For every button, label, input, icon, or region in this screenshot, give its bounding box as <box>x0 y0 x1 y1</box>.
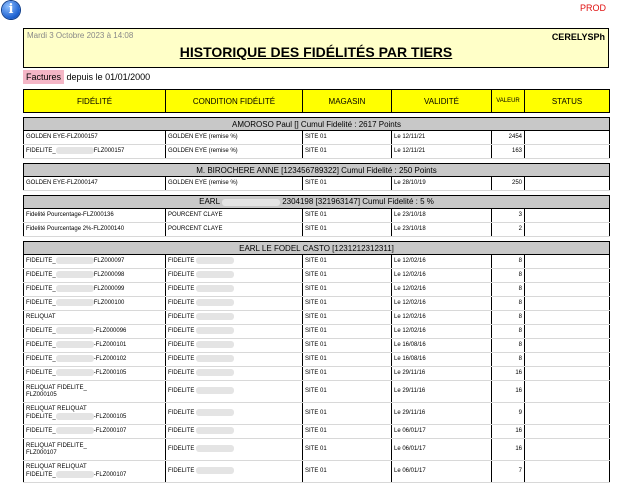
cell-validite: Le 06/01/17 <box>392 461 492 483</box>
group-title <box>24 242 610 255</box>
cell-fidelite <box>24 461 166 483</box>
group-title-text: M. BIROCHERE ANNE [123456789322] Cumul Fidelité : 250 Points <box>196 165 437 175</box>
cell-magasin: SITE 01 <box>303 269 392 283</box>
cell-status <box>525 353 610 367</box>
table-row[interactable] <box>24 145 610 159</box>
fidelite-line2: FIDELITE_ <box>26 472 56 479</box>
redacted <box>56 413 94 420</box>
cell-status <box>525 403 610 425</box>
cell-validite: Le 28/10/19 <box>392 177 492 191</box>
group-title <box>24 196 610 209</box>
cell-validite: Le 29/11/16 <box>392 367 492 381</box>
col-status: STATUS <box>525 90 610 113</box>
table-row[interactable] <box>24 439 610 461</box>
condition-text: FIDELITE <box>168 286 197 293</box>
redacted <box>196 271 234 278</box>
cell-validite: Le 06/01/17 <box>392 439 492 461</box>
doc-type-chip: Factures <box>23 70 64 84</box>
cell-fidelite <box>24 425 166 439</box>
cell-magasin: SITE 01 <box>303 381 392 403</box>
cell-status <box>525 381 610 403</box>
condition-text: FIDELITE <box>168 314 197 321</box>
group-title-text: EARL LE FODEL CASTO [1231212312311] <box>239 243 394 253</box>
cell-valeur: 8 <box>492 255 525 269</box>
fidelite-text: FIDELITE_ <box>26 258 56 265</box>
condition-text: FIDELITE <box>168 300 197 307</box>
fidelite-text: FIDELITE_ <box>26 328 56 335</box>
filter-line <box>23 72 150 82</box>
redacted <box>56 299 94 306</box>
cell-condition <box>166 439 303 461</box>
cell-magasin: SITE 01 <box>303 131 392 145</box>
table-row[interactable] <box>24 461 610 483</box>
table-row[interactable] <box>24 131 610 145</box>
fidelite-suffix: FLZ000099 <box>93 286 125 293</box>
cell-status <box>525 131 610 145</box>
cell-valeur: 8 <box>492 339 525 353</box>
col-valeur: VALEUR <box>492 90 525 113</box>
cell-valeur: 16 <box>492 425 525 439</box>
table-row[interactable] <box>24 353 610 367</box>
group-title-text: AMOROSO Paul [] Cumul Fidelité : 2617 Points <box>232 119 401 129</box>
condition-text: FIDELITE <box>168 272 197 279</box>
col-validite: VALIDITÉ <box>392 90 492 113</box>
cell-condition <box>166 209 303 223</box>
cell-valeur: 16 <box>492 381 525 403</box>
cell-fidelite <box>24 353 166 367</box>
cell-status <box>525 439 610 461</box>
table-row[interactable] <box>24 177 610 191</box>
table-row[interactable] <box>24 209 610 223</box>
fidelite-text: RELIQUAT RELIQUAT <box>26 405 87 412</box>
redacted <box>196 257 234 264</box>
redacted <box>56 427 94 434</box>
cell-fidelite <box>24 367 166 381</box>
redacted <box>196 355 234 362</box>
cell-condition <box>166 269 303 283</box>
group-title-prefix: EARL <box>199 197 222 207</box>
table-row[interactable] <box>24 297 610 311</box>
fidelite-text: RELIQUAT <box>26 314 56 320</box>
condition-text: FIDELITE <box>168 258 197 265</box>
condition-text: GOLDEN EYE (remise %) <box>168 134 238 140</box>
table-row[interactable] <box>24 367 610 381</box>
cell-fidelite <box>24 269 166 283</box>
redacted <box>56 471 94 478</box>
redacted <box>56 341 94 348</box>
fidelite-suffix: FLZ000100 <box>93 300 125 307</box>
cell-validite: Le 29/11/16 <box>392 381 492 403</box>
cell-valeur: 8 <box>492 269 525 283</box>
cell-condition <box>166 403 303 425</box>
condition-text: GOLDEN EYE (remise %) <box>168 180 238 186</box>
fidelite-text: FIDELITE_ <box>26 286 56 293</box>
fidelity-table <box>23 89 610 483</box>
cell-status <box>525 223 610 237</box>
cell-magasin: SITE 01 <box>303 325 392 339</box>
cell-condition <box>166 131 303 145</box>
cell-fidelite <box>24 145 166 159</box>
condition-text: FIDELITE <box>168 388 197 395</box>
cell-status <box>525 255 610 269</box>
condition-text: FIDELITE <box>168 370 197 377</box>
cell-magasin: SITE 01 <box>303 311 392 325</box>
cell-validite: Le 16/08/16 <box>392 353 492 367</box>
redacted <box>196 341 234 348</box>
col-magasin: MAGASIN <box>303 90 392 113</box>
fidelite-suffix: -FLZ000105 <box>93 414 127 421</box>
cell-magasin: SITE 01 <box>303 297 392 311</box>
cell-status <box>525 297 610 311</box>
cell-valeur: 8 <box>492 311 525 325</box>
table-row[interactable] <box>24 325 610 339</box>
cell-valeur: 16 <box>492 439 525 461</box>
redacted <box>56 257 94 264</box>
cell-condition <box>166 145 303 159</box>
cell-valeur: 2454 <box>492 131 525 145</box>
fidelite-suffix: -FLZ000107 <box>93 472 127 479</box>
cell-condition <box>166 339 303 353</box>
group-title <box>24 164 610 177</box>
print-date: Mardi 3 Octobre 2023 à 14:08 <box>27 31 134 40</box>
condition-text: FIDELITE <box>168 468 197 475</box>
info-icon[interactable]: i <box>2 1 20 19</box>
cell-validite: Le 12/02/16 <box>392 283 492 297</box>
redacted <box>196 369 234 376</box>
cell-validite: Le 12/02/16 <box>392 269 492 283</box>
cell-status <box>525 209 610 223</box>
redacted <box>56 327 94 334</box>
table-row[interactable] <box>24 381 610 403</box>
redacted <box>196 467 234 474</box>
table-row[interactable] <box>24 403 610 425</box>
fidelite-line2: FLZ000107 <box>26 449 57 456</box>
group-header <box>24 196 610 209</box>
fidelite-text: FIDELITE_ <box>26 370 56 377</box>
col-condition: CONDITION FIDÉLITÉ <box>166 90 303 113</box>
cell-condition <box>166 177 303 191</box>
group-header <box>24 164 610 177</box>
cell-fidelite <box>24 283 166 297</box>
fidelite-line2: FIDELITE_ <box>26 414 56 421</box>
cell-validite: Le 12/02/16 <box>392 311 492 325</box>
cell-valeur: 8 <box>492 283 525 297</box>
cell-validite: Le 29/11/16 <box>392 403 492 425</box>
cell-validite: Le 12/11/21 <box>392 145 492 159</box>
redacted <box>56 285 94 292</box>
cell-status <box>525 461 610 483</box>
cell-validite: Le 06/01/17 <box>392 425 492 439</box>
cell-valeur: 16 <box>492 367 525 381</box>
redacted <box>196 409 234 416</box>
table-row[interactable] <box>24 339 610 353</box>
fidelite-text: FIDELITE_ <box>26 148 56 155</box>
cell-status <box>525 367 610 381</box>
cell-magasin: SITE 01 <box>303 353 392 367</box>
redacted <box>196 445 234 452</box>
cell-condition <box>166 381 303 403</box>
cell-condition <box>166 461 303 483</box>
condition-text: FIDELITE <box>168 410 197 417</box>
cell-validite: Le 12/02/16 <box>392 255 492 269</box>
environment-label: PROD <box>579 3 606 13</box>
cell-condition <box>166 353 303 367</box>
cell-valeur: 2 <box>492 223 525 237</box>
redacted <box>56 147 94 154</box>
condition-text: FIDELITE <box>168 356 197 363</box>
report-title: HISTORIQUE DES FIDÉLITÉS PAR TIERS <box>179 44 453 60</box>
cell-condition <box>166 297 303 311</box>
fidelite-text: FIDELITE_ <box>26 428 56 435</box>
condition-text: FIDELITE <box>168 428 197 435</box>
cell-validite: Le 16/08/16 <box>392 339 492 353</box>
group-header <box>24 242 610 255</box>
cell-fidelite <box>24 311 166 325</box>
cell-magasin: SITE 01 <box>303 367 392 381</box>
group-title-text: 2304198 [321963147] Cumul Fidelité : 5 % <box>282 197 434 207</box>
cell-fidelite <box>24 297 166 311</box>
fidelite-suffix: -FLZ000107 <box>93 428 127 435</box>
fidelite-text: FIDELITE_ <box>26 300 56 307</box>
cell-condition <box>166 311 303 325</box>
fidelite-line2: FLZ000105 <box>26 391 57 398</box>
condition-text: POURCENT CLAYE <box>168 212 223 218</box>
fidelite-text: FIDELITE_ <box>26 356 56 363</box>
table-row[interactable] <box>24 425 610 439</box>
cell-magasin: SITE 01 <box>303 339 392 353</box>
fidelite-suffix: -FLZ000102 <box>93 356 127 363</box>
cell-validite: Le 12/11/21 <box>392 131 492 145</box>
cell-condition <box>166 325 303 339</box>
cell-status <box>525 325 610 339</box>
group-header <box>24 118 610 131</box>
table-row[interactable] <box>24 311 610 325</box>
condition-text: FIDELITE <box>168 446 197 453</box>
cell-condition <box>166 223 303 237</box>
redacted-name <box>222 199 280 206</box>
cell-fidelite <box>24 223 166 237</box>
cell-valeur: 3 <box>492 209 525 223</box>
fidelite-text: Fidelité Pourcentage-FLZ000136 <box>26 212 114 218</box>
table-row[interactable] <box>24 223 610 237</box>
fidelite-text: GOLDEN EYE-FLZ000157 <box>26 134 98 140</box>
cell-status <box>525 283 610 297</box>
condition-text: FIDELITE <box>168 342 197 349</box>
table-row[interactable] <box>24 283 610 297</box>
fidelite-suffix: FLZ000098 <box>93 272 125 279</box>
report-header <box>23 28 609 68</box>
depuis-label: depuis <box>66 72 94 82</box>
cell-validite: Le 12/02/16 <box>392 325 492 339</box>
cell-magasin: SITE 01 <box>303 177 392 191</box>
table-header <box>24 90 610 113</box>
col-fidelite: FIDÉLITÉ <box>24 90 166 113</box>
fidelite-suffix: FLZ000097 <box>93 258 125 265</box>
redacted <box>196 299 234 306</box>
cell-valeur: 250 <box>492 177 525 191</box>
cell-validite: Le 23/10/18 <box>392 223 492 237</box>
cell-magasin: SITE 01 <box>303 209 392 223</box>
redacted <box>196 427 234 434</box>
cell-magasin: SITE 01 <box>303 425 392 439</box>
fidelite-text: RELIQUAT FIDELITE_ <box>26 442 87 449</box>
fidelite-suffix: -FLZ000101 <box>93 342 127 349</box>
cell-validite: Le 23/10/18 <box>392 209 492 223</box>
cell-magasin: SITE 01 <box>303 283 392 297</box>
condition-text: FIDELITE <box>168 328 197 335</box>
cell-fidelite <box>24 381 166 403</box>
cell-status <box>525 425 610 439</box>
cell-fidelite <box>24 325 166 339</box>
condition-text: GOLDEN EYE (remise %) <box>168 148 238 154</box>
condition-text: POURCENT CLAYE <box>168 226 223 232</box>
cell-valeur: 163 <box>492 145 525 159</box>
fidelite-suffix: -FLZ000096 <box>93 328 127 335</box>
cell-condition <box>166 255 303 269</box>
cell-magasin: SITE 01 <box>303 223 392 237</box>
cell-fidelite <box>24 439 166 461</box>
fidelite-text: FIDELITE_ <box>26 342 56 349</box>
fidelite-text: GOLDEN EYE-FLZ000147 <box>26 180 98 186</box>
redacted <box>56 271 94 278</box>
cell-status <box>525 269 610 283</box>
cell-condition <box>166 283 303 297</box>
cell-status <box>525 145 610 159</box>
date-label: le 01/01/2000 <box>95 72 151 82</box>
fidelite-text: RELIQUAT FIDELITE_ <box>26 384 87 391</box>
table-row[interactable] <box>24 269 610 283</box>
cell-condition <box>166 425 303 439</box>
cell-valeur: 8 <box>492 297 525 311</box>
cell-magasin: SITE 01 <box>303 145 392 159</box>
cell-validite: Le 12/02/16 <box>392 297 492 311</box>
fidelite-suffix: -FLZ000105 <box>93 370 127 377</box>
cell-valeur: 7 <box>492 461 525 483</box>
cell-fidelite <box>24 339 166 353</box>
redacted <box>196 313 234 320</box>
cell-fidelite <box>24 131 166 145</box>
group-title <box>24 118 610 131</box>
cell-condition <box>166 367 303 381</box>
fidelite-text: RELIQUAT RELIQUAT <box>26 463 87 470</box>
cell-fidelite <box>24 255 166 269</box>
cell-magasin: SITE 01 <box>303 403 392 425</box>
cell-fidelite <box>24 177 166 191</box>
redacted <box>56 369 94 376</box>
cell-magasin: SITE 01 <box>303 461 392 483</box>
cell-status <box>525 339 610 353</box>
cell-status <box>525 311 610 325</box>
cell-status <box>525 177 610 191</box>
cell-magasin: SITE 01 <box>303 255 392 269</box>
fidelite-suffix: FLZ000157 <box>93 148 125 155</box>
fidelite-text: Fidelité Pourcentage 2%-FLZ000140 <box>26 226 125 232</box>
table-row[interactable] <box>24 255 610 269</box>
cell-valeur: 9 <box>492 403 525 425</box>
redacted <box>196 387 234 394</box>
redacted <box>196 327 234 334</box>
cell-fidelite <box>24 209 166 223</box>
cell-valeur: 8 <box>492 325 525 339</box>
redacted <box>196 285 234 292</box>
fidelite-text: FIDELITE_ <box>26 272 56 279</box>
cell-magasin: SITE 01 <box>303 439 392 461</box>
redacted <box>56 355 94 362</box>
company-name: CERELYSPh <box>551 32 605 42</box>
cell-fidelite <box>24 403 166 425</box>
cell-valeur: 8 <box>492 353 525 367</box>
